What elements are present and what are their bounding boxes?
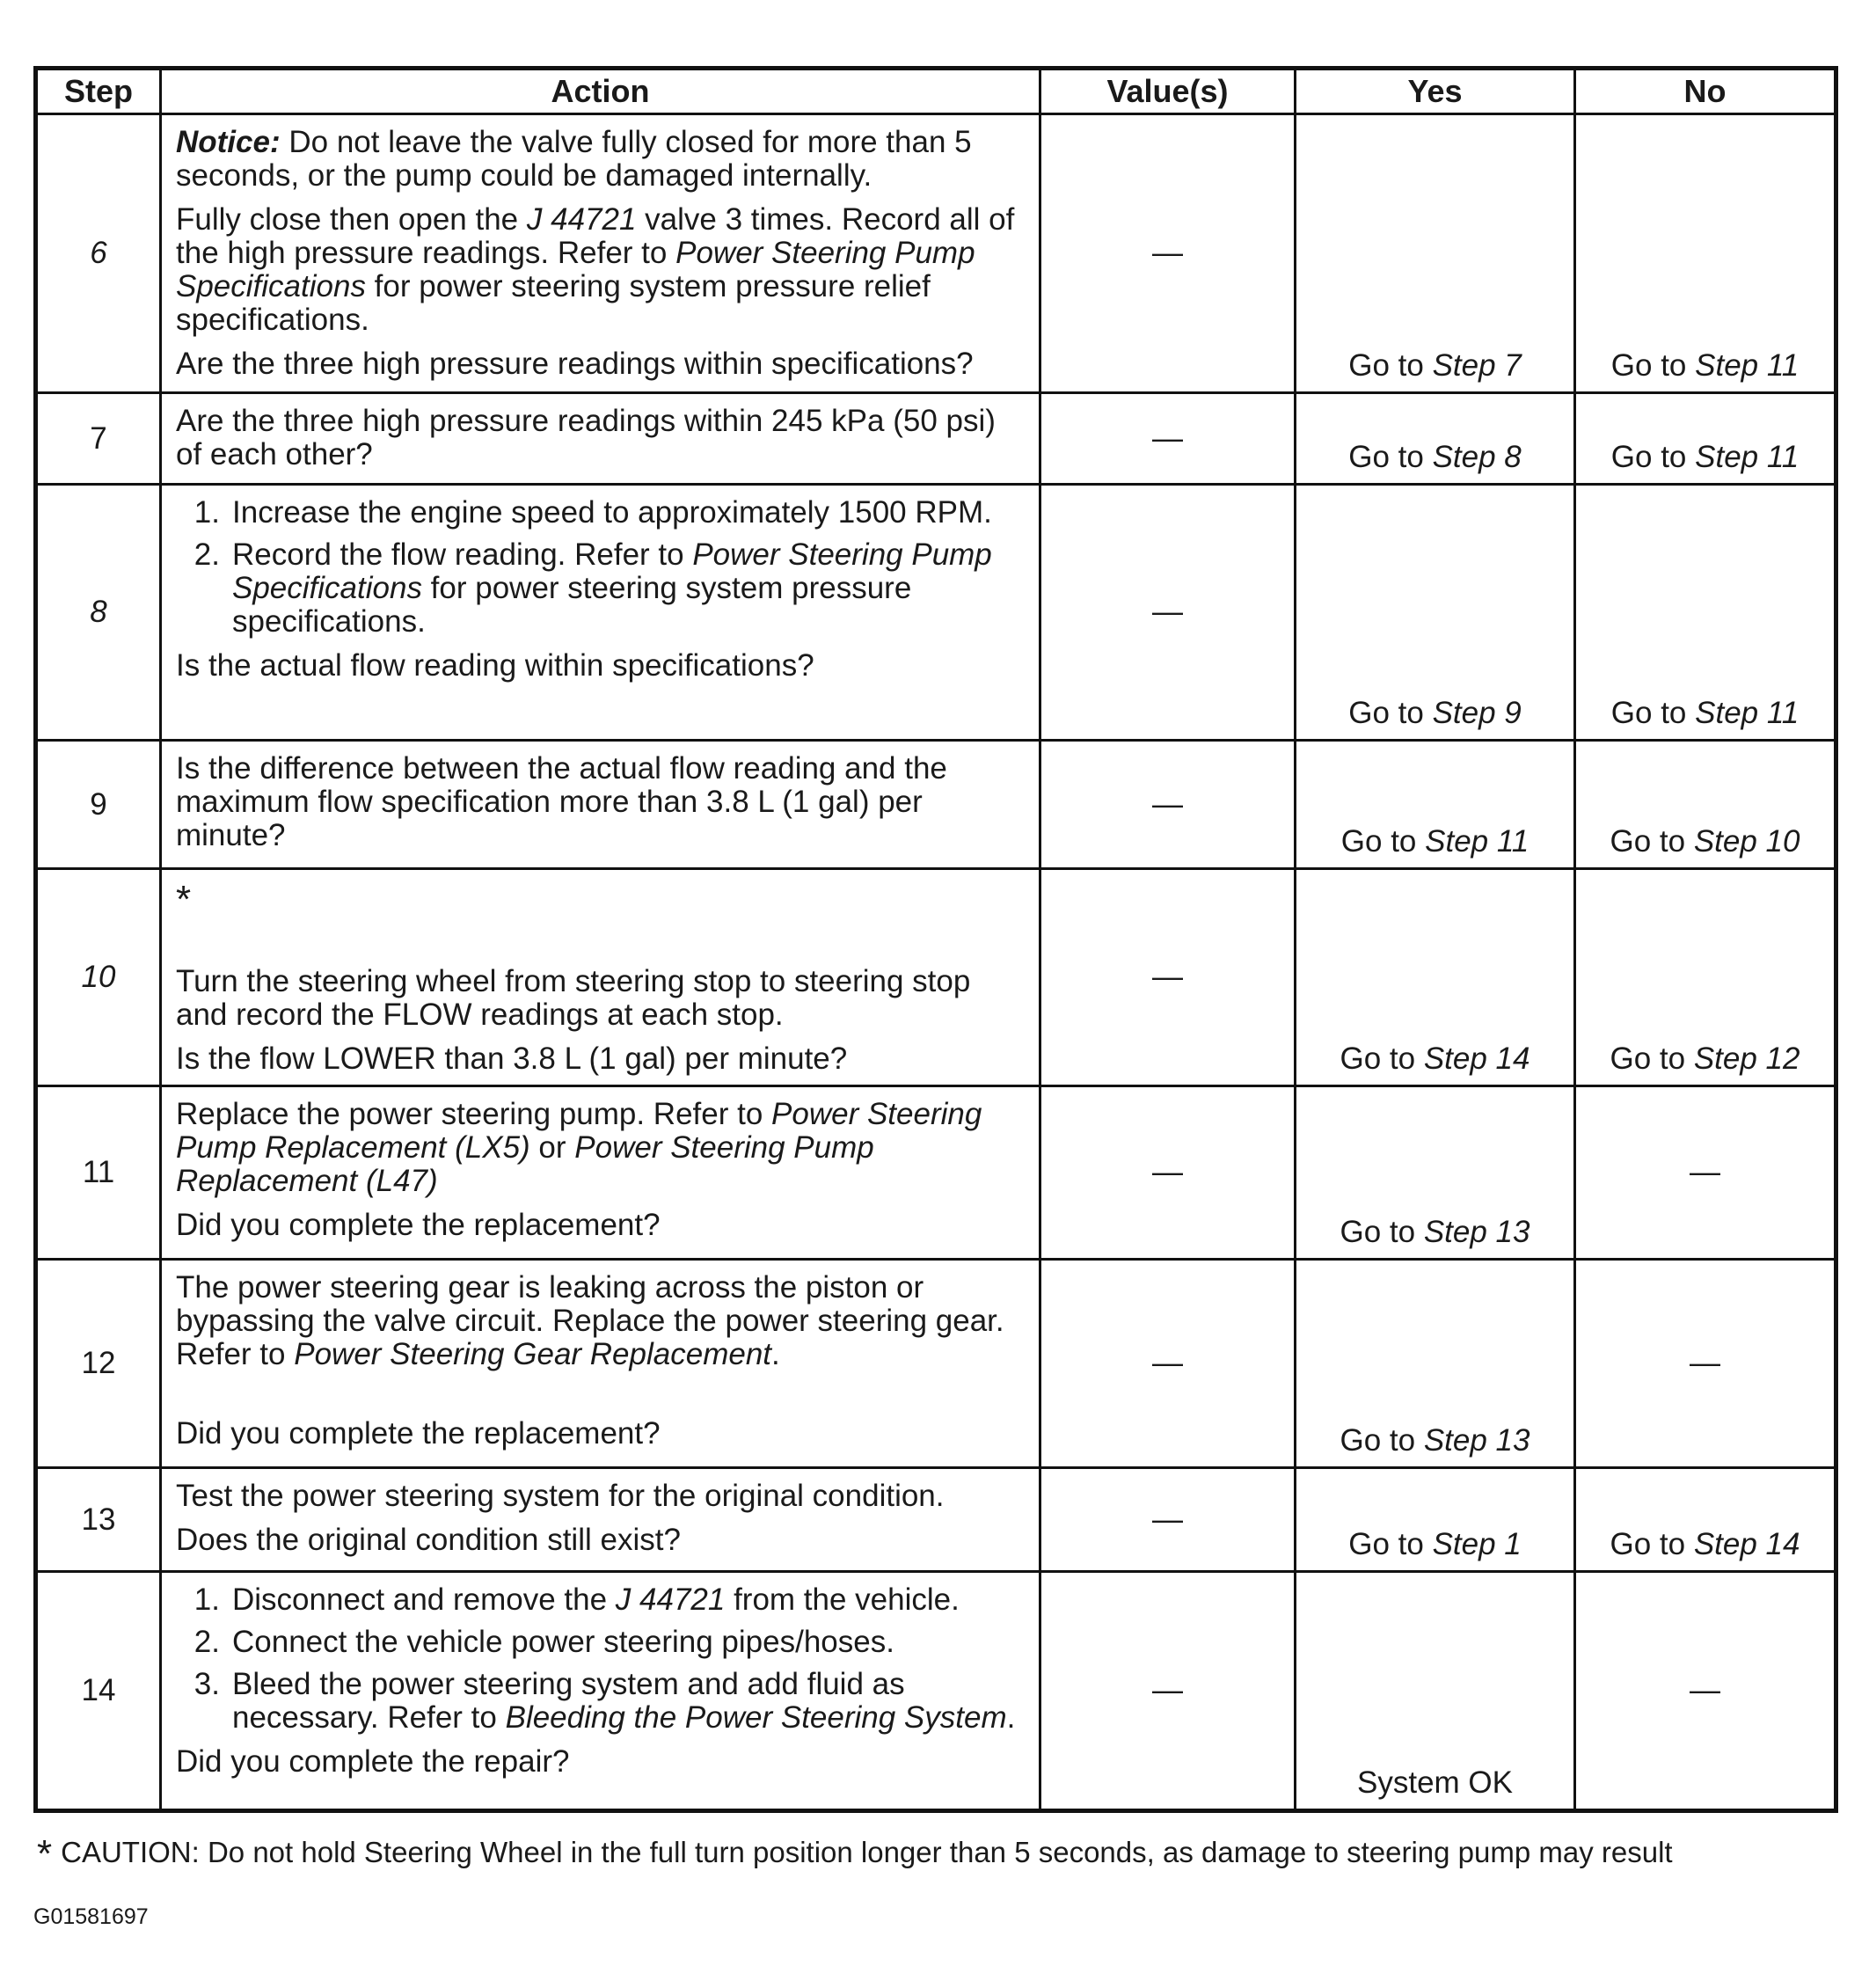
header-action: Action <box>161 69 1040 114</box>
step-number: 11 <box>36 1086 161 1260</box>
value-cell: — <box>1040 1572 1296 1811</box>
tool-ref: J 44721 <box>526 202 637 237</box>
question: Did you complete the replacement? <box>176 1208 661 1242</box>
step-ref: Step 13 <box>1423 1423 1530 1458</box>
question: Did you complete the repair? <box>176 1744 570 1779</box>
value-cell: — <box>1040 869 1296 1086</box>
step-number: 14 <box>36 1572 161 1811</box>
table-row <box>36 1572 1836 1811</box>
table-row <box>36 485 1836 741</box>
action-text: Fully close then open the <box>176 202 527 237</box>
value-cell: — <box>1040 393 1296 485</box>
step-ref: Step 11 <box>1695 696 1800 730</box>
goto-text: Go to <box>1348 348 1433 383</box>
step-ref: Step 11 <box>1695 440 1800 474</box>
action-text: valve 3 times. Record all of the high pressure readings. Refer to <box>176 202 1015 270</box>
header-values: Value(s) <box>1040 69 1296 114</box>
step-number: 7 <box>36 393 161 485</box>
goto-text: Go to <box>1348 696 1433 730</box>
yes-cell <box>1296 485 1575 741</box>
list-number: 3. <box>193 1667 220 1701</box>
list-text: Increase the engine speed to approximately 1500 RPM. <box>232 495 992 530</box>
list-number: 2. <box>193 537 220 572</box>
table-row <box>36 741 1836 869</box>
goto-text: Go to <box>1348 1527 1433 1561</box>
yes-cell <box>1296 1086 1575 1260</box>
list-text: Bleed the power steering system and add fluid as necessary. Refer to <box>232 1667 905 1735</box>
action-text: Test the power steering system for the original condition. <box>176 1479 945 1513</box>
question: Is the flow LOWER than 3.8 L (1 gal) per minute? <box>176 1042 848 1076</box>
step-ref: Step 8 <box>1432 440 1522 474</box>
step-ref: Step 13 <box>1423 1215 1530 1249</box>
notice-label: Notice: <box>176 125 281 159</box>
goto-text: Go to <box>1610 1042 1694 1076</box>
step-ref: Step 14 <box>1423 1042 1530 1076</box>
caution-footnote <box>37 1832 1673 1876</box>
header-yes: Yes <box>1296 69 1575 114</box>
list-text: for power steering system pressure specifications. <box>232 571 912 639</box>
no-cell: — <box>1575 1572 1836 1811</box>
step-ref: Step 10 <box>1693 824 1800 859</box>
action-cell <box>161 485 1040 741</box>
step-number: 9 <box>36 741 161 869</box>
yes-cell <box>1296 1468 1575 1572</box>
goto-text: Go to <box>1340 1423 1424 1458</box>
value-cell: — <box>1040 1086 1296 1260</box>
list-item <box>176 1583 1026 1617</box>
yes-cell <box>1296 1260 1575 1468</box>
list-text: Record the flow reading. Refer to <box>232 537 693 572</box>
goto-text: Go to <box>1610 824 1694 859</box>
list-number: 1. <box>193 495 220 530</box>
action-text: . <box>771 1337 780 1371</box>
step-ref: Step 11 <box>1695 348 1800 383</box>
goto-text: Go to <box>1610 1527 1694 1561</box>
yes-cell: System OK <box>1296 1572 1575 1811</box>
value-cell: — <box>1040 485 1296 741</box>
table-row <box>36 1086 1836 1260</box>
doc-ref: Power Steering Pump Specifications <box>176 236 975 303</box>
step-ref: Step 14 <box>1693 1527 1800 1561</box>
list-text: from the vehicle. <box>725 1582 960 1617</box>
figure-code: G01581697 <box>33 1904 149 1929</box>
header-no: No <box>1575 69 1836 114</box>
goto-text: Go to <box>1610 696 1696 730</box>
header-row <box>36 69 1836 114</box>
doc-ref: Power Steering Pump Replacement (LX5) <box>176 1097 982 1165</box>
doc-ref: Bleeding the Power Steering System <box>505 1700 1007 1735</box>
yes-cell <box>1296 393 1575 485</box>
diagnostic-table <box>33 66 1838 1813</box>
step-number: 8 <box>36 485 161 741</box>
list-text: Connect the vehicle power steering pipes/hoses. <box>232 1625 894 1659</box>
action-cell <box>161 1260 1040 1468</box>
action-text: The power steering gear is leaking across the piston or bypassing the valve circuit. Replace the power steering gear. Refer to <box>176 1270 1004 1371</box>
goto-text: Go to <box>1340 1042 1424 1076</box>
doc-ref: Power Steering Pump Replacement (L47) <box>176 1130 874 1198</box>
numbered-list <box>176 496 1026 639</box>
goto-text: Go to <box>1610 440 1696 474</box>
list-item <box>176 496 1026 530</box>
value-cell: — <box>1040 1468 1296 1572</box>
no-cell <box>1575 869 1836 1086</box>
action-cell <box>161 393 1040 485</box>
caution-text: CAUTION: Do not hold Steering Wheel in the full turn position longer than 5 seconds, as damage to steering pump may result <box>61 1836 1673 1868</box>
no-cell <box>1575 485 1836 741</box>
list-item <box>176 538 1026 639</box>
numbered-list <box>176 1583 1026 1735</box>
list-item <box>176 1668 1026 1735</box>
caution-star: * <box>176 878 192 921</box>
table-row <box>36 1468 1836 1572</box>
action-cell <box>161 869 1040 1086</box>
no-cell <box>1575 741 1836 869</box>
question: Did you complete the replacement? <box>176 1416 661 1451</box>
step-number: 10 <box>36 869 161 1086</box>
goto-text: Go to <box>1348 440 1433 474</box>
notice-text: Do not leave the valve fully closed for more than 5 seconds, or the pump could be damaged internally. <box>176 125 972 193</box>
step-ref: Step 12 <box>1693 1042 1800 1076</box>
list-number: 2. <box>193 1625 220 1659</box>
goto-text: Go to <box>1610 348 1696 383</box>
yes-cell <box>1296 869 1575 1086</box>
no-cell: — <box>1575 1260 1836 1468</box>
value-cell: — <box>1040 741 1296 869</box>
no-cell <box>1575 114 1836 393</box>
action-cell <box>161 114 1040 393</box>
doc-ref: Power Steering Pump Specifications <box>232 537 992 605</box>
value-cell: — <box>1040 1260 1296 1468</box>
step-ref: Step 1 <box>1432 1527 1522 1561</box>
asterisk-icon: * <box>37 1832 53 1876</box>
action-cell <box>161 1468 1040 1572</box>
action-text: Replace the power steering pump. Refer to <box>176 1097 772 1131</box>
step-number: 12 <box>36 1260 161 1468</box>
table-row <box>36 869 1836 1086</box>
list-item <box>176 1626 1026 1659</box>
action-cell <box>161 1086 1040 1260</box>
yes-cell <box>1296 114 1575 393</box>
action-text: Turn the steering wheel from steering stop to steering stop and record the FLOW readings at each stop. <box>176 964 971 1032</box>
list-text: Disconnect and remove the <box>232 1582 616 1617</box>
step-ref: Step 7 <box>1432 348 1522 383</box>
no-cell <box>1575 393 1836 485</box>
table-row <box>36 393 1836 485</box>
step-ref: Step 9 <box>1432 696 1522 730</box>
step-number: 13 <box>36 1468 161 1572</box>
list-text: . <box>1006 1700 1016 1735</box>
table-row <box>36 1260 1836 1468</box>
list-number: 1. <box>193 1582 220 1617</box>
step-ref: Step 11 <box>1425 824 1530 859</box>
question: Is the difference between the actual flow reading and the maximum flow specification more than 3.8 L (1 gal) per minute? <box>176 751 947 852</box>
goto-text: Go to <box>1340 1215 1424 1249</box>
tool-ref: J 44721 <box>615 1582 726 1617</box>
header-step: Step <box>36 69 161 114</box>
goto-text: Go to <box>1340 824 1426 859</box>
action-text: or <box>529 1130 575 1165</box>
no-cell: — <box>1575 1086 1836 1260</box>
step-number: 6 <box>36 114 161 393</box>
table-row <box>36 114 1836 393</box>
action-text: for power steering system pressure relief specifications. <box>176 269 931 337</box>
action-cell <box>161 1572 1040 1811</box>
question: Is the actual flow reading within specifications? <box>176 648 814 683</box>
value-cell: — <box>1040 114 1296 393</box>
question: Are the three high pressure readings within 245 kPa (50 psi) of each other? <box>176 404 996 471</box>
question: Does the original condition still exist? <box>176 1523 681 1557</box>
question: Are the three high pressure readings within specifications? <box>176 347 974 381</box>
doc-ref: Power Steering Gear Replacement <box>294 1337 772 1371</box>
yes-cell <box>1296 741 1575 869</box>
action-cell <box>161 741 1040 869</box>
no-cell <box>1575 1468 1836 1572</box>
